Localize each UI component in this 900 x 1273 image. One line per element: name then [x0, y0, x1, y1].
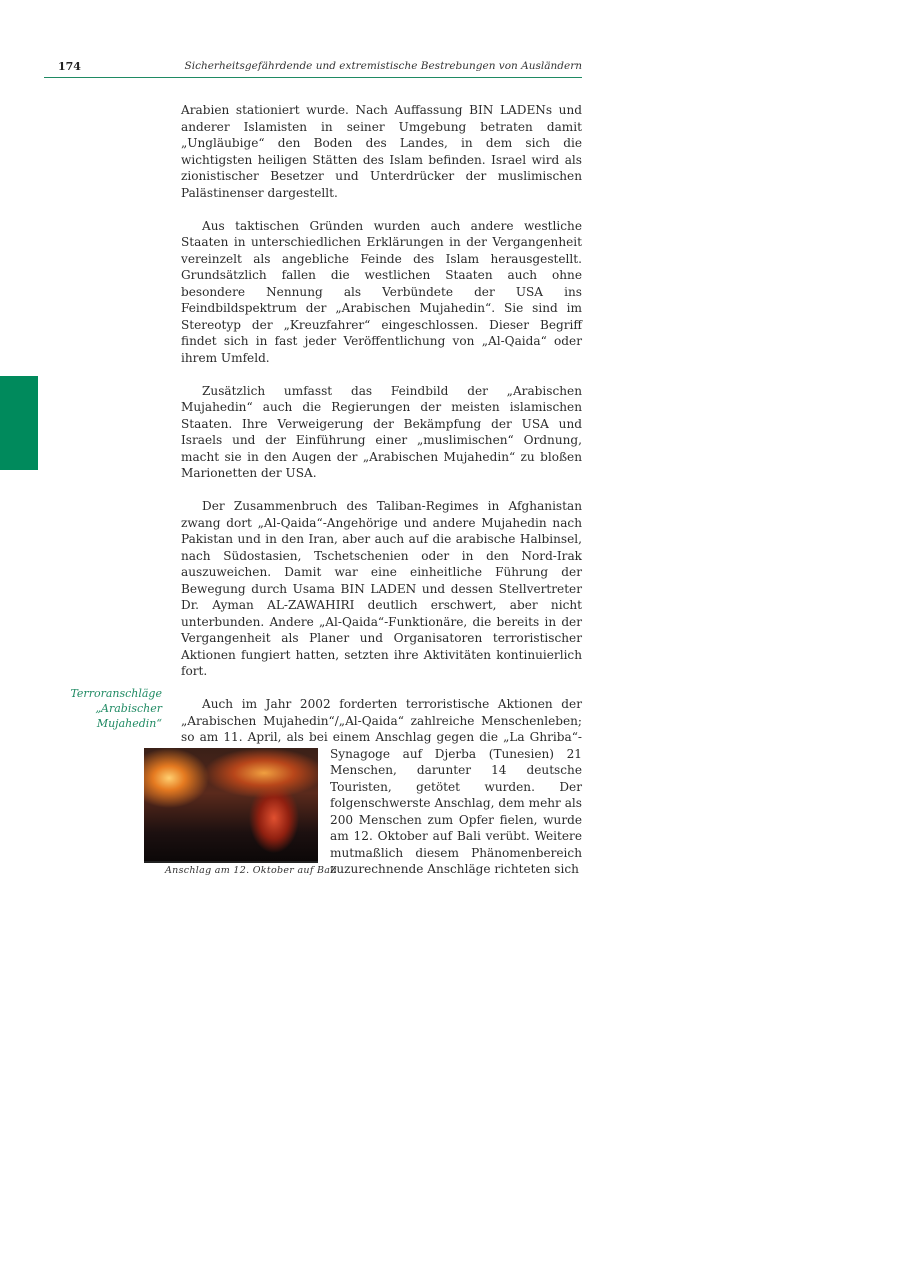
paragraph-text-after-figure: „La Ghriba“-Synagoge auf Djerba (Tunesien) 21 Menschen, darunter 14 deutsche Touristen, getötet wurden. Der folgenschwerste Anschlag, dem mehr als 200 Menschen zum Opfer fielen, wurde am 12. Oktober auf Bali verübt. Weitere mutmaßlich diesem Phänomenbereich zuzurechnende Anschläge richteten sich — [330, 730, 582, 876]
running-head: Sicherheitsgefährdende und extremistische Bestrebungen von Ausländern — [184, 60, 582, 72]
chapter-tab-marker — [0, 376, 38, 470]
page-number: 174 — [58, 60, 81, 73]
marginal-note-line: „Arabischer — [95, 702, 162, 715]
paragraph: Der Zusammenbruch des Taliban-Regimes in Afghanistan zwang dort „Al-Qaida“-Angehörige und andere Mujahedin nach Pakistan und in den Iran, aber auch auf die arabische Halbinsel, nach Südostasien, Tschetschenien oder in den Nord-Irak auszuweichen. Damit war eine einheitliche Führung der Bewegung durch Usama BIN LADEN und dessen Stellvertreter Dr. Ayman AL-ZAWAHIRI deutlich erschwert, aber nicht unterbunden. Andere „Al-Qaida“-Funktionäre, die bereits in der Vergangenheit als Planer und Organisatoren terroristischer Aktionen fungiert hatten, setzten ihre Aktivitäten kontinuierlich fort. — [181, 499, 582, 678]
paragraph-text-before-figure: Auch im Jahr 2002 forderten terroristische Aktionen der „Arabischen Mujahedin“/„Al-Qaida“ zahlreiche Menschenleben; so am 11. April, als bei einem Anschlag gegen die — [181, 697, 582, 744]
marginal-note-line: Mujahedin“ — [96, 717, 162, 730]
figure-caption: Anschlag am 12. Oktober auf Bali — [165, 864, 337, 876]
paragraph: Arabien stationiert wurde. Nach Auffassung BIN LADENs und anderer Islamisten in seiner Umgebung betraten damit „Ungläubige“ den Boden des Landes, in dem sich die wichtigsten heiligen Stätten des Islam befinden. Israel wird als zionistischer Besetzer und Unterdrücker der muslimischen Palästinenser dargestellt. — [181, 103, 582, 200]
paragraph — [165, 696, 582, 878]
body-text — [165, 102, 582, 878]
paragraph: Zusätzlich umfasst das Feindbild der „Arabischen Mujahedin“ auch die Regierungen der meisten islamischen Staaten. Ihre Verweigerung der Bekämpfung der USA und Israels und der Einführung einer „muslimischen“ Ordnung, macht sie in den Augen der „Arabischen Mujahedin“ zu bloßen Marionetten der USA. — [181, 383, 582, 480]
page-header — [44, 60, 582, 76]
paragraph: Aus taktischen Gründen wurden auch andere westliche Staaten in unterschiedlichen Erklärungen in der Vergangenheit vereinzelt als angebliche Feinde des Islam herausgestellt. Grundsätzlich fallen die westlichen Staaten auch ohne besondere Nennung als Verbündete der USA ins Feindbildspektrum der „Arabischen Mujahedin“. Sie sind im Stereotyp der „Kreuzfahrer“ eingeschlossen. Dieser Begriff findet sich in fast jeder Veröffentlichung von „Al-Qaida“ oder ihrem Umfeld. — [181, 218, 582, 365]
marginal-note — [32, 686, 162, 731]
header-rule — [44, 77, 582, 78]
marginal-note-line: Terroranschläge — [70, 687, 162, 700]
photo-image — [144, 748, 318, 863]
figure-bali-attack — [144, 748, 337, 877]
